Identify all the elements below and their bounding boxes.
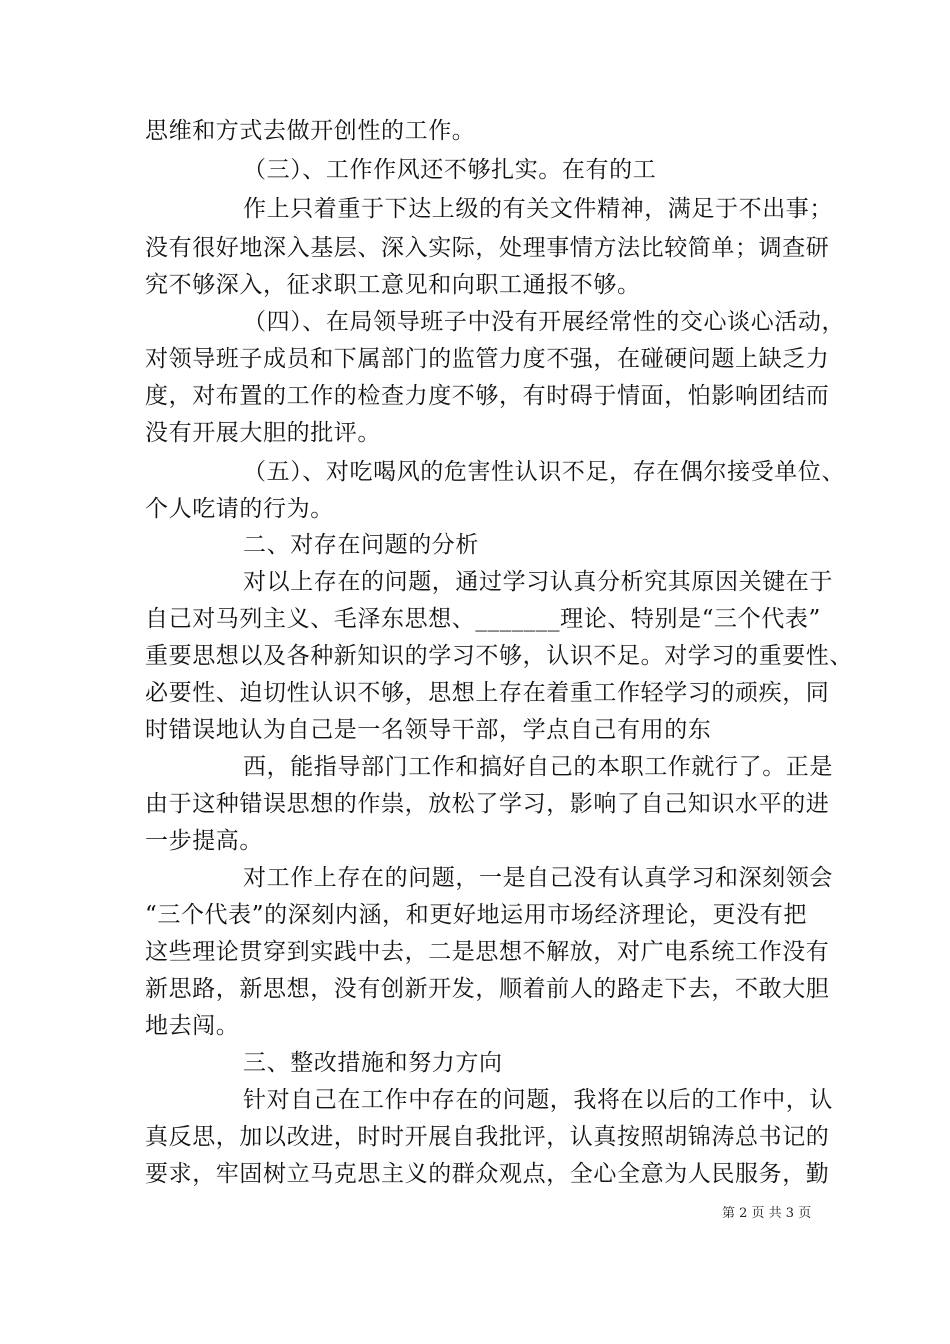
text-line: 作上只着重于下达上级的有关文件精神，满足于不出事； bbox=[243, 196, 833, 222]
section-heading-4: （四）、在局领导班子中没有开展经常性的交心谈心活动， bbox=[243, 309, 846, 335]
text-line: 没有很好地深入基层、深入实际，处理事情方法比较简单；调查研 bbox=[145, 235, 830, 261]
text-line: 由于这种错误思想的作祟，放松了学习，影响了自己知识水平的进 bbox=[145, 791, 830, 817]
text-line: 真反思，加以改进，时时开展自我批评，认真按照胡锦涛总书记的 bbox=[145, 1124, 830, 1150]
text-line: 要求，牢固树立马克思主义的群众观点，全心全意为人民服务，勤 bbox=[145, 1161, 830, 1187]
text-line: 个人吃请的行为。 bbox=[145, 496, 334, 522]
text-line: 对以上存在的问题，通过学习认真分析究其原因关键在于 bbox=[243, 569, 833, 595]
text-line: 度，对布置的工作的检查力度不够，有时碍于情面，怕影响团结而 bbox=[145, 383, 830, 409]
text-line: 对工作上存在的问题，一是自己没有认真学习和深刻领会 bbox=[243, 865, 833, 891]
text-line: 自己对马列主义、毛泽东思想、_______理论、特别是“三个代表” bbox=[145, 606, 821, 632]
text-line: 思维和方式去做开创性的工作。 bbox=[145, 118, 476, 144]
text-line: 一步提高。 bbox=[145, 828, 263, 854]
section-heading-3: （三）、工作作风还不够扎实。在有的工 bbox=[243, 157, 657, 183]
text-line: 对领导班子成员和下属部门的监管力度不强，在碰硬问题上缺乏力 bbox=[145, 346, 830, 372]
text-line: 究不够深入，征求职工意见和向职工通报不够。 bbox=[145, 272, 641, 298]
text-line: 没有开展大胆的批评。 bbox=[145, 420, 381, 446]
text-line: 西，能指导部门工作和搞好自己的本职工作就行了。正是 bbox=[243, 754, 833, 780]
section-heading-5: （五）、对吃喝风的危害性认识不足，存在偶尔接受单位、 bbox=[243, 459, 846, 485]
text-line: 这些理论贯穿到实践中去，二是思想不解放，对广电系统工作没有 bbox=[145, 939, 830, 965]
text-line: 针对自己在工作中存在的问题，我将在以后的工作中，认 bbox=[243, 1087, 833, 1113]
section-heading-analysis: 二、对存在问题的分析 bbox=[243, 532, 479, 558]
text-line: “三个代表”的深刻内涵，和更好地运用市场经济理论，更没有把 bbox=[145, 902, 807, 928]
page-number-footer: 第 2 页 共 3 页 bbox=[722, 1206, 812, 1221]
text-line: 新思路，新思想，没有创新开发，顺着前人的路走下去，不敢大胆 bbox=[145, 976, 830, 1002]
text-line: 重要思想以及各种新知识的学习不够，认识不足。对学习的重要性、 bbox=[145, 643, 853, 669]
section-heading-measures: 三、整改措施和努力方向 bbox=[243, 1050, 503, 1076]
text-line: 地去闯。 bbox=[145, 1013, 240, 1039]
text-line: 必要性、迫切性认识不够，思想上存在着重工作轻学习的顽疾，同 bbox=[145, 680, 830, 706]
text-line: 时错误地认为自己是一名领导干部，学点自己有用的东 bbox=[145, 717, 712, 743]
